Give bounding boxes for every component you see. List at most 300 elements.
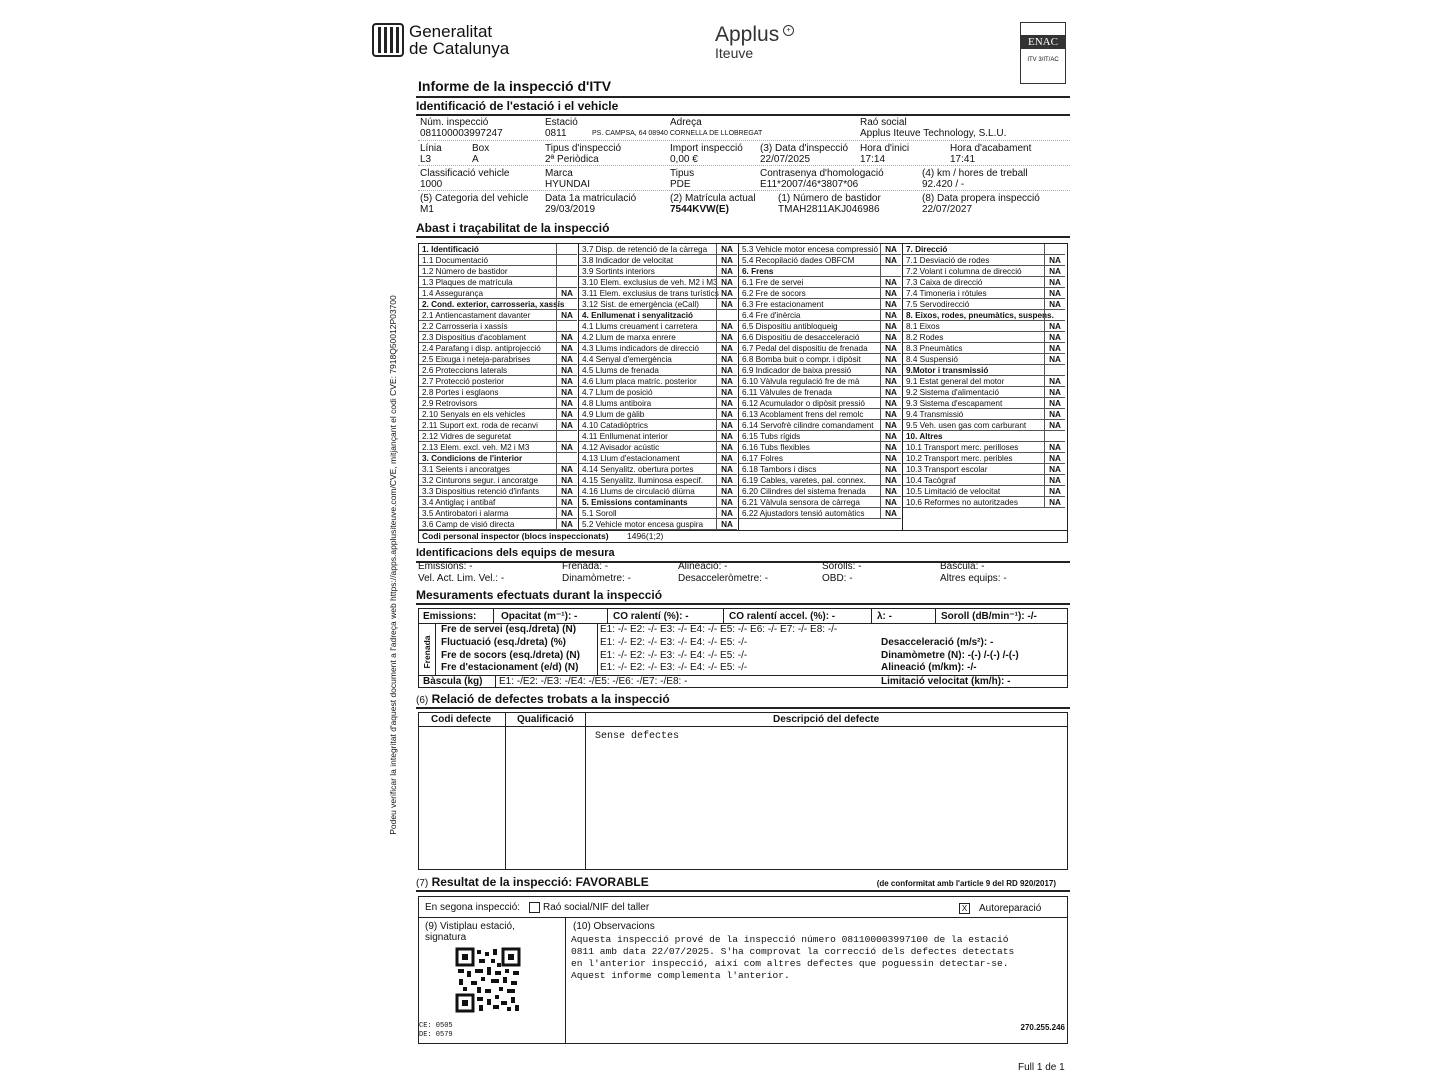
abast-item <box>579 453 737 464</box>
abast-item <box>579 475 737 486</box>
defectes-title: Relació de defectes trobats a la inspecció <box>431 692 670 706</box>
mes-soroll: Soroll (dB/min⁻¹): -/- <box>941 611 1037 622</box>
abast-item <box>739 431 901 442</box>
abast-item <box>739 277 901 288</box>
abast-item <box>903 343 1065 354</box>
abast-item <box>419 508 577 519</box>
abast-item-na: NA <box>716 497 737 508</box>
ident-label: Hora d'inici <box>860 143 910 154</box>
defectes-header-qualificacio: Qualificació <box>517 714 574 725</box>
equip-item: Sorolls: - <box>822 561 862 572</box>
abast-item-label: 3.2 Cinturons segur. i ancoratge <box>422 476 539 485</box>
abast-item <box>579 321 737 332</box>
ident-label: Núm. inspecció <box>420 117 489 128</box>
abast-item <box>903 475 1065 486</box>
equip-item: Alineació: - <box>678 561 728 572</box>
abast-item-label: 3.5 Antirobatori i alarma <box>422 509 509 518</box>
abast-item-label: 5.3 Vehicle motor encesa compressió <box>742 245 879 254</box>
abast-item-na: NA <box>716 519 737 530</box>
abast-grid <box>418 243 1068 543</box>
taller-checkbox[interactable] <box>529 902 540 913</box>
abast-item-label: 7.2 Volant i columna de direcció <box>906 267 1022 276</box>
abast-item-label: 4.12 Avisador acústic <box>582 443 660 452</box>
ident-label: Box <box>472 143 490 154</box>
abast-item <box>739 409 901 420</box>
abast-item <box>903 442 1065 453</box>
segona-inspeccio-label: En segona inspecció: <box>425 902 521 913</box>
abast-item-label: 6.4 Fre d'inèrcia <box>742 311 801 320</box>
abast-item <box>903 266 1065 277</box>
abast-item-na: NA <box>716 354 737 365</box>
abast-item-na: NA <box>556 365 577 376</box>
abast-item <box>903 277 1065 288</box>
applus-logo <box>715 24 805 64</box>
abast-item-na: NA <box>716 288 737 299</box>
abast-item-label: 4.10 Catadiòptrics <box>582 421 648 430</box>
abast-item-na: NA <box>1044 387 1065 398</box>
abast-item-label: 5.1 Soroll <box>582 509 617 518</box>
abast-item <box>419 310 577 321</box>
abast-item-na: NA <box>716 321 737 332</box>
abast-item <box>903 431 1065 442</box>
applus-brand: Applus <box>715 23 780 46</box>
abast-item <box>579 354 737 365</box>
abast-item-label: 6.19 Cables, varetes, pal. connex. <box>742 476 866 485</box>
abast-item-label: 4.14 Senyalitz. obertura portes <box>582 465 694 474</box>
mes-desacceleracio: Desacceleració (m/s²): - <box>881 637 994 648</box>
section-identificacio: Identificació de l'estació i el vehicle <box>416 99 1070 116</box>
observacions-line: en l'anterior inspecció, així com altres defectes que poguessin detectar-se. <box>571 958 1009 969</box>
ident-label: (5) Categoria del vehicle <box>420 193 529 204</box>
abast-item-na <box>556 244 577 255</box>
abast-item-na: NA <box>880 475 901 486</box>
abast-item-label: 3.3 Dispositius retenció d'infants <box>422 487 540 496</box>
abast-item <box>419 288 577 299</box>
observacions-line: 0811 amb data 22/07/2025. S'ha comprovat la correcció dels defectes detectats <box>571 946 1015 957</box>
abast-item <box>739 475 901 486</box>
equip-item: Bàscula: - <box>940 561 985 572</box>
abast-item-label: 6.6 Dispositiu de desacceleració <box>742 333 860 342</box>
abast-item-label: 5. Emissions contaminants <box>582 498 688 507</box>
abast-item <box>903 244 1065 255</box>
abast-item-na: NA <box>556 387 577 398</box>
abast-item-label: 10. Altres <box>906 432 943 441</box>
abast-item <box>739 508 901 519</box>
abast-item-label: 6. Frens <box>742 267 774 276</box>
abast-item <box>903 255 1065 266</box>
ident-label: Hora d'acabament <box>950 143 1032 154</box>
abast-item-label: 2.6 Proteccions laterals <box>422 366 508 375</box>
mes-bascula-val: E1: -/E2: -/E3: -/E4: -/E5: -/E6: -/E7: -/E8: - <box>499 676 688 687</box>
abast-item-na: NA <box>556 486 577 497</box>
abast-item-na: NA <box>556 464 577 475</box>
mes-fre-socors: Fre de socors (esq./dreta) (N) <box>441 650 580 661</box>
abast-item <box>419 398 577 409</box>
abast-item-label: 4.8 Llums antiboira <box>582 399 652 408</box>
abast-item <box>903 453 1065 464</box>
abast-item-label: 8.2 Rodes <box>906 333 944 342</box>
abast-item-label: 6.17 Folres <box>742 454 783 463</box>
abast-item-na: NA <box>1044 354 1065 365</box>
abast-item-na: NA <box>716 376 737 387</box>
abast-item-label: 8. Eixos, rodes, pneumàtics, suspens. <box>906 311 1054 320</box>
abast-item-label: 2.3 Dispositius d'acoblament <box>422 333 526 342</box>
equip-item: Dinamòmetre: - <box>562 573 631 584</box>
abast-item-label: 9.Motor i transmissió <box>906 366 989 375</box>
abast-item-label: 2.4 Parafang i disp. antiprojecció <box>422 344 541 353</box>
section-equips: Identificacions dels equips de mesura <box>416 546 1070 563</box>
abast-item-label: 3.7 Disp. de retenció de la càrrega <box>582 245 708 254</box>
abast-item-na <box>716 310 737 321</box>
abast-item-na: NA <box>1044 442 1065 453</box>
mes-fre-estac-val: E1: -/- E2: -/- E3: -/- E4: -/- E5: -/- <box>600 662 748 673</box>
equip-item: OBD: - <box>822 573 853 584</box>
abast-item-label: 2.5 Eixuga i neteja-parabrises <box>422 355 531 364</box>
abast-item <box>419 519 577 530</box>
abast-item-na: NA <box>880 299 901 310</box>
applus-sub: Iteuve <box>715 45 754 61</box>
mes-bascula: Bàscula (kg) <box>423 676 483 687</box>
generalitat-emblem-icon <box>372 22 404 58</box>
abast-item-label: 2.10 Senyals en els vehicles <box>422 410 526 419</box>
abast-item-label: 6.14 Servofrè cilindre comandament <box>742 421 874 430</box>
ident-label: Tipus d'inspecció <box>545 143 622 154</box>
abast-item-na: NA <box>880 409 901 420</box>
enac-logo <box>1020 22 1066 84</box>
ident-label: (3) Data d'inspecció <box>760 143 849 154</box>
abast-item-label: 7.5 Servodirecció <box>906 300 970 309</box>
abast-item-label: 4.2 Llum de marxa enrere <box>582 333 676 342</box>
abast-item <box>739 464 901 475</box>
abast-item <box>579 398 737 409</box>
ident-value: 1000 <box>420 179 443 190</box>
abast-item-na: NA <box>880 486 901 497</box>
abast-item-na: NA <box>880 508 901 519</box>
abast-item <box>419 244 577 255</box>
ident-value: 92.420 / - <box>922 179 965 190</box>
mes-limitacio: Limitació velocitat (km/h): - <box>881 676 1011 687</box>
abast-item-label: 9.3 Sistema d'escapament <box>906 399 1003 408</box>
abast-item-na <box>556 266 577 277</box>
ident-label: (4) km / hores de treball <box>922 168 1028 179</box>
abast-item <box>903 354 1065 365</box>
observacions-text <box>571 934 1051 982</box>
ident-label: Contrasenya d'homologació <box>760 168 884 179</box>
abast-item-na: NA <box>556 442 577 453</box>
abast-item-na: NA <box>880 497 901 508</box>
abast-item-label: 4. Enllumenat i senyalització <box>582 311 694 320</box>
ident-value: 17:14 <box>860 154 886 165</box>
ident-value: 22/07/2027 <box>922 204 973 215</box>
abast-item <box>579 409 737 420</box>
abast-item-label: 6.2 Fre de socors <box>742 289 806 298</box>
abast-item <box>579 310 737 321</box>
abast-item-na: NA <box>880 398 901 409</box>
abast-item-na: NA <box>556 288 577 299</box>
abast-item-label: 6.3 Fre estacionament <box>742 300 824 309</box>
abast-item-na: NA <box>716 486 737 497</box>
abast-item-label: 4.6 Llum placa matríc. posterior <box>582 377 697 386</box>
abast-item <box>419 442 577 453</box>
observacions-label: (10) Observacions <box>573 921 655 932</box>
vistiplau-label: (9) Vistiplau estació, signatura <box>425 921 515 943</box>
abast-item-na: NA <box>716 343 737 354</box>
abast-item <box>579 277 737 288</box>
defectes-table <box>418 712 1068 870</box>
codi-personal-value: 1496(1;2) <box>627 531 664 541</box>
abast-item-na: NA <box>1044 420 1065 431</box>
abast-item-label: 2.12 Vidres de seguretat <box>422 432 512 441</box>
abast-item-label: 3.8 Indicador de velocitat <box>582 256 674 265</box>
abast-item-label: 6.5 Dispositiu antibloqueig <box>742 322 838 331</box>
abast-item-na <box>1044 244 1065 255</box>
abast-item-na: NA <box>1044 266 1065 277</box>
abast-item-na <box>1044 310 1065 321</box>
abast-item <box>579 508 737 519</box>
abast-item-na: NA <box>716 508 737 519</box>
abast-item-label: 2.11 Suport ext. roda de recanvi <box>422 421 538 430</box>
abast-item-label: 3.4 Antiglaç i antibaf <box>422 498 496 507</box>
ident-value: 0,00 € <box>670 154 698 165</box>
abast-item-na <box>556 277 577 288</box>
abast-item-label: 6.20 Cilindres del sistema frenada <box>742 487 866 496</box>
abast-item-na: NA <box>1044 497 1065 508</box>
ident-label: Marca <box>545 168 573 179</box>
ident-value: 081100003997247 <box>420 128 503 139</box>
abast-item-na: NA <box>556 332 577 343</box>
mes-opacitat: Opacitat (m⁻¹): - <box>501 611 578 622</box>
ident-label: Estació <box>545 117 578 128</box>
abast-item-label: 6.16 Tubs flexibles <box>742 443 810 452</box>
abast-item <box>579 442 737 453</box>
ident-value: PDE <box>670 179 691 190</box>
abast-item <box>579 497 737 508</box>
signature-table <box>418 896 1068 1044</box>
ident-label: (1) Número de bastidor <box>778 193 881 204</box>
abast-item <box>903 310 1065 321</box>
autoreparacio-label: Autoreparació <box>979 903 1042 914</box>
abast-item-na: NA <box>716 299 737 310</box>
autoreparacio-checkbox[interactable]: X <box>959 903 970 914</box>
abast-item <box>903 464 1065 475</box>
abast-item-label: 6.13 Acoblament frens del remolc <box>742 410 864 419</box>
abast-item <box>739 266 901 277</box>
abast-item <box>739 387 901 398</box>
equip-item: Altres equips: - <box>940 573 1007 584</box>
abast-item-label: 1.3 Plaques de matrícula <box>422 278 513 287</box>
ident-value: Applus Iteuve Technology, S.L.U. <box>860 128 1007 139</box>
abast-item-na: NA <box>716 277 737 288</box>
abast-item <box>903 486 1065 497</box>
abast-item-label: 5.2 Vehicle motor encesa guspira <box>582 520 704 529</box>
abast-item <box>419 486 577 497</box>
ident-value: 0811 <box>545 128 567 139</box>
abast-item-label: 7. Direcció <box>906 245 948 254</box>
abast-item-label: 7.4 Timoneria i ròtules <box>906 289 987 298</box>
abast-item <box>419 376 577 387</box>
equip-item: Desacceleròmetre: - <box>678 573 769 584</box>
observacions-line: Aquest informe complementa l'anterior. <box>571 970 790 981</box>
abast-item-label: 1.1 Documentació <box>422 256 488 265</box>
abast-item-label: 6.11 Vàlvules de frenada <box>742 388 832 397</box>
abast-item <box>903 387 1065 398</box>
abast-item-na: NA <box>716 332 737 343</box>
mesuraments-table <box>418 608 1068 688</box>
enac-label: ENAC <box>1021 35 1065 49</box>
abast-item <box>739 299 901 310</box>
abast-item-label: 5.4 Recopilació dades OBFCM <box>742 256 855 265</box>
abast-item-na: NA <box>880 376 901 387</box>
abast-item-label: 1. Identificació <box>422 245 479 254</box>
title-rule <box>416 96 1070 98</box>
abast-item <box>903 288 1065 299</box>
ident-value: HYUNDAI <box>545 179 591 190</box>
abast-item-label: 10.5 Limitació de velocitat <box>906 487 1001 496</box>
abast-item-label: 6.15 Tubs rígids <box>742 432 801 441</box>
mes-fluctuacio-val: E1: -/- E2: -/- E3: -/- E4: -/- E5: -/- <box>600 637 748 648</box>
abast-item-na: NA <box>880 464 901 475</box>
abast-item <box>579 387 737 398</box>
abast-item-label: 2.9 Retrovisors <box>422 399 478 408</box>
equip-item: Frenada: - <box>562 561 609 572</box>
abast-item-label: 3.1 Seients i ancoratges <box>422 465 510 474</box>
abast-item <box>739 376 901 387</box>
equip-item: Emissions: - <box>418 561 473 572</box>
abast-item-label: 2.8 Portes i esglaons <box>422 388 499 397</box>
section-resultat <box>416 875 1070 892</box>
abast-item-na: NA <box>556 376 577 387</box>
abast-item <box>419 497 577 508</box>
abast-item-na <box>556 453 577 464</box>
abast-item-na <box>556 255 577 266</box>
abast-item-na: NA <box>1044 343 1065 354</box>
abast-item-na <box>1044 431 1065 442</box>
abast-item-label: 10.6 Reformes no autoritzades <box>906 498 1018 507</box>
mes-emissions: Emissions: <box>423 611 477 622</box>
abast-item-na: NA <box>716 255 737 266</box>
abast-item-label: 9.5 Veh. usen gas com carburant <box>906 421 1027 430</box>
abast-item <box>419 354 577 365</box>
document-title: Informe de la inspecció d'ITV <box>418 78 612 94</box>
abast-item-na: NA <box>556 310 577 321</box>
abast-item <box>739 486 901 497</box>
abast-item-na: NA <box>880 431 901 442</box>
abast-item <box>903 409 1065 420</box>
abast-item-na: NA <box>556 420 577 431</box>
abast-item-label: 4.3 Llums indicadors de direcció <box>582 344 699 353</box>
abast-item-label: 4.1 Llums creuament i carretera <box>582 322 698 331</box>
abast-item-na <box>556 431 577 442</box>
abast-item <box>739 321 901 332</box>
abast-item <box>579 299 737 310</box>
ident-label: Línia <box>420 143 442 154</box>
abast-item <box>579 519 737 530</box>
abast-item-label: 9.4 Transmissió <box>906 410 964 419</box>
abast-item-na: NA <box>1044 464 1065 475</box>
abast-item-label: 4.9 Llum de gàlib <box>582 410 645 419</box>
ident-value: 7544KVW(E) <box>670 204 729 215</box>
abast-item-na: NA <box>716 453 737 464</box>
mes-alineacio: Alineació (m/km): -/- <box>881 662 977 673</box>
ident-value: PS. CAMPSA, 64 08940 CORNELLA DE LLOBREGAT <box>592 130 763 137</box>
ident-label: Classificació vehicle <box>420 168 510 179</box>
abast-item <box>903 398 1065 409</box>
ident-label: (8) Data propera inspecció <box>922 193 1040 204</box>
abast-item-label: 6.18 Tambors i discs <box>742 465 817 474</box>
ident-value: 17:41 <box>950 154 976 165</box>
abast-item-na: NA <box>716 365 737 376</box>
abast-item-label: 6.1 Fre de servei <box>742 278 804 287</box>
ident-value: M1 <box>420 204 434 215</box>
abast-item-na: NA <box>1044 475 1065 486</box>
abast-item <box>419 321 577 332</box>
abast-item-na <box>1044 365 1065 376</box>
abast-item-label: 6.10 Vàlvula regulació fre de mà <box>742 377 860 386</box>
section-mesuraments: Mesuraments efectuats durant la inspecció <box>416 588 1070 605</box>
abast-item <box>739 497 901 508</box>
abast-item <box>419 475 577 486</box>
abast-item-na: NA <box>716 409 737 420</box>
ident-label: Raó social <box>860 117 907 128</box>
abast-item-label: 8.3 Pneumàtics <box>906 344 963 353</box>
mes-co-ralenti: CO ralentí (%): - <box>613 611 689 622</box>
abast-item <box>579 464 737 475</box>
abast-item-label: 10.1 Transport merc. perilloses <box>906 443 1019 452</box>
abast-item <box>419 277 577 288</box>
abast-item-na: NA <box>880 310 901 321</box>
abast-item-na <box>556 299 577 310</box>
ident-label: Adreça <box>670 117 702 128</box>
mes-fre-socors-val: E1: -/- E2: -/- E3: -/- E4: -/- E5: -/- <box>600 650 748 661</box>
abast-item-na: NA <box>1044 299 1065 310</box>
defectes-num: (6) <box>416 695 429 706</box>
defectes-header-descripcio: Descripció del defecte <box>773 714 880 725</box>
abast-item-na: NA <box>880 288 901 299</box>
abast-item-label: 3.9 Sortints interiors <box>582 267 655 276</box>
abast-item-label: 6.22 Ajustadors tensió automàtics <box>742 509 865 518</box>
ident-label: Import inspecció <box>670 143 743 154</box>
ident-label: Tipus <box>670 168 695 179</box>
abast-item-label: 4.11 Enllumenat interior <box>582 432 668 441</box>
abast-item <box>903 332 1065 343</box>
abast-item-label: 2.7 Protecció posterior <box>422 377 504 386</box>
abast-item-na: NA <box>880 365 901 376</box>
abast-item <box>739 288 901 299</box>
ident-value: 22/07/2025 <box>760 154 811 165</box>
abast-item-label: 9.2 Sistema d'alimentació <box>906 388 1000 397</box>
abast-item-label: 4.7 Llum de posició <box>582 388 653 397</box>
resultat-value: FAVORABLE <box>575 875 649 889</box>
abast-item-na: NA <box>880 255 901 266</box>
abast-item-label: 1.4 Assegurança <box>422 289 483 298</box>
abast-item <box>739 398 901 409</box>
abast-item-na: NA <box>716 475 737 486</box>
abast-item <box>903 299 1065 310</box>
abast-item-na: NA <box>1044 255 1065 266</box>
abast-item-na: NA <box>716 244 737 255</box>
abast-item-na: NA <box>880 277 901 288</box>
section-abast: Abast i traçabilitat de la inspecció <box>416 221 1070 238</box>
ident-value: L3 <box>420 154 432 165</box>
abast-item <box>419 409 577 420</box>
abast-item-na: NA <box>556 519 577 530</box>
resultat-label: Resultat de la inspecció: <box>431 875 573 889</box>
abast-item-label: 3.11 Elem. exclusius de trans turístics <box>582 289 719 298</box>
abast-item <box>579 266 737 277</box>
ident-value: 2ª Periòdica <box>545 154 599 165</box>
abast-item-na: NA <box>556 497 577 508</box>
abast-item-na: NA <box>1044 321 1065 332</box>
